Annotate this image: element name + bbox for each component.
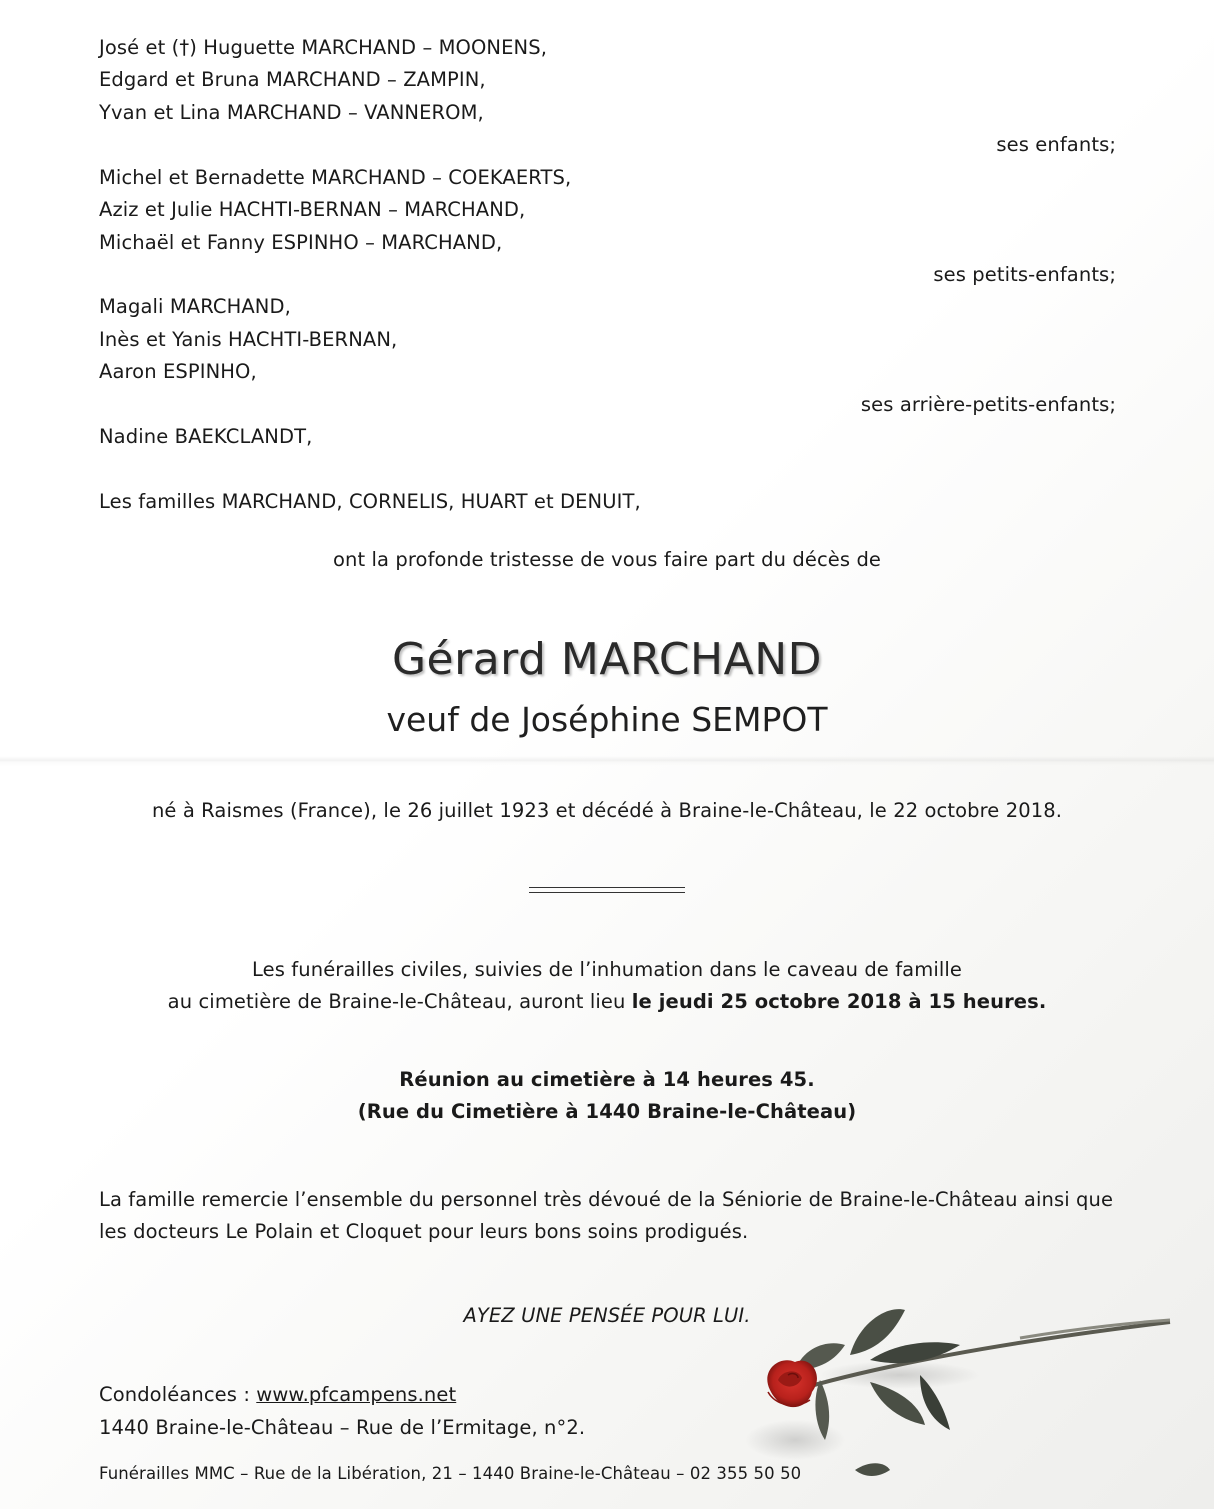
condolences-link[interactable]: www.pfcampens.net	[256, 1383, 457, 1406]
funeral-line-2	[0, 990, 1214, 1014]
great-grandchildren-line-3: Aaron ESPINHO,	[99, 360, 257, 383]
funeral-date: le jeudi 25 octobre 2018 à 15 heures.	[631, 990, 1047, 1013]
fold-line	[0, 756, 1214, 766]
condolences-address: 1440 Braine-le-Château – Rue de l’Ermitage, n°2.	[99, 1416, 586, 1439]
thanks-line-1: La famille remercie l’ensemble du personnel très dévoué de la Séniorie de Braine-le-Château ainsi que	[99, 1188, 1114, 1211]
meeting-address: (Rue du Cimetière à 1440 Braine-le-Château)	[357, 1100, 857, 1123]
announcement: ont la profonde tristesse de vous faire part du décès de	[332, 548, 882, 571]
rose-image	[720, 1300, 1180, 1500]
children-line-2: Edgard et Bruna MARCHAND – ZAMPIN,	[99, 68, 486, 91]
grandchildren-line-2: Aziz et Julie HACHTI-BERNAN – MARCHAND,	[99, 198, 526, 221]
closing-line: AYEZ UNE PENSÉE POUR LUI.	[463, 1304, 751, 1327]
grandchildren-line-3: Michaël et Fanny ESPINHO – MARCHAND,	[99, 231, 503, 254]
deceased-name: Gérard MARCHAND	[391, 634, 823, 685]
section-divider	[529, 887, 685, 893]
funeral-line-2-text: au cimetière de Braine-le-Château, auront lieu	[167, 990, 632, 1013]
families-line: Les familles MARCHAND, CORNELIS, HUART et DENUIT,	[99, 490, 641, 513]
grandchildren-line-1: Michel et Bernadette MARCHAND – COEKAERTS,	[99, 166, 572, 189]
great-grandchildren-line-2: Inès et Yanis HACHTI-BERNAN,	[99, 328, 398, 351]
grandchildren-label: ses petits-enfants;	[933, 263, 1116, 286]
children-line-3: Yvan et Lina MARCHAND – VANNEROM,	[99, 101, 484, 124]
thanks-line-2: les docteurs Le Polain et Cloquet pour leurs bons soins prodigués.	[99, 1220, 749, 1243]
children-line-1: José et (†) Huguette MARCHAND – MOONENS,	[99, 36, 547, 59]
great-grandchildren-line-1: Magali MARCHAND,	[99, 295, 291, 318]
meeting-time: Réunion au cimetière à 14 heures 45.	[399, 1068, 815, 1091]
condolences-label: Condoléances :	[99, 1383, 257, 1406]
condolences-line	[99, 1383, 456, 1407]
children-label: ses enfants;	[996, 133, 1116, 156]
funeral-line-1: Les funérailles civiles, suivies de l’inhumation dans le caveau de famille	[252, 958, 962, 981]
birth-death-line: né à Raismes (France), le 26 juillet 1923 et décédé à Braine-le-Château, le 22 octobre 2018.	[151, 799, 1063, 822]
great-grandchildren-label: ses arrière-petits-enfants;	[860, 393, 1116, 416]
other-relative: Nadine BAEKCLANDT,	[99, 425, 313, 448]
footer-line: Funérailles MMC – Rue de la Libération, 21 – 1440 Braine-le-Château – 02 355 50 50	[99, 1464, 802, 1483]
widow-of: veuf de Joséphine SEMPOT	[386, 700, 828, 739]
